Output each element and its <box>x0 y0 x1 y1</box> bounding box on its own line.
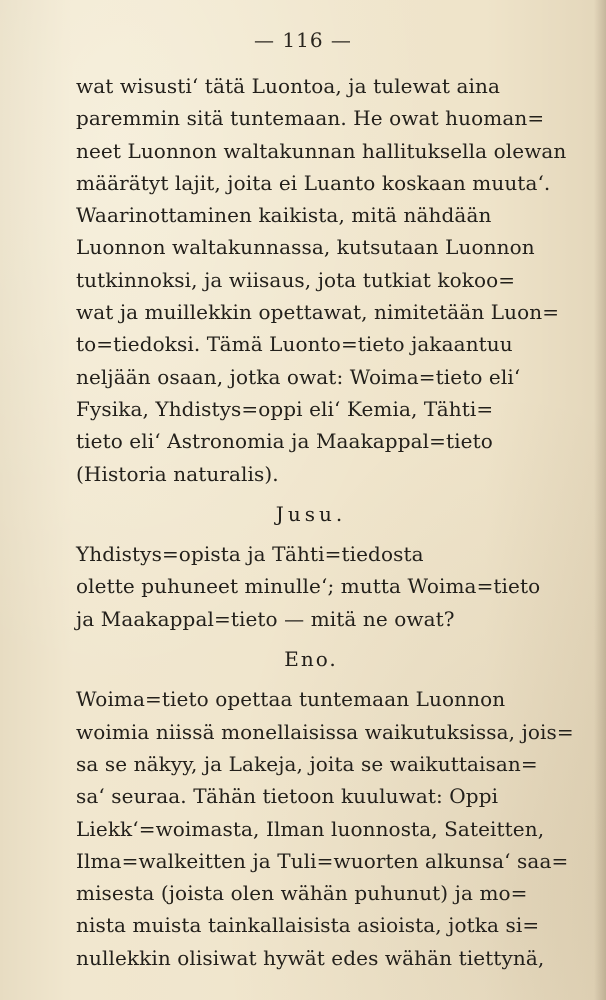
text-line: woimia niissä monellaisissa waikutuksissa, jois= <box>76 719 574 744</box>
text-line: tutkinnoksi, ja wiisaus, jota tutkiat kokoo= <box>76 267 516 292</box>
text-line: Yhdistys=opista ja Tähti=tiedosta <box>76 542 424 567</box>
text-line: wat wisusti‘ tätä Luontoa, ja tulewat aina <box>76 74 500 98</box>
text-line: neljään osaan, jotka owat: Woima=tieto eli‘ <box>76 364 521 389</box>
text-line: nullekkin olisiwat hywät edes wähän tiettynä, <box>76 945 545 970</box>
text-line: Fysika, Yhdistys=oppi eli‘ Kemia, Tähti= <box>76 396 494 421</box>
text-line: to=tiedoksi. Tämä Luonto=tieto jakaantuu <box>76 332 513 357</box>
text-line: sa‘ seuraa. Tähän tietoon kuuluwat: Oppi <box>76 784 499 809</box>
paragraph-gap <box>76 635 546 643</box>
paragraph-gap <box>76 675 546 683</box>
page-body <box>76 70 574 974</box>
text-line: sa se näkyy, ja Lakeja, joita se waikuttaisan= <box>76 751 538 776</box>
text-line: Liekk‘=woimasta, Ilman luonnosta, Sateitten, <box>76 816 545 841</box>
text-line: nista muista tainkallaisista asioista, jotka si= <box>76 913 540 938</box>
text-line: wat ja muillekkin opettawat, nimitetään Luon= <box>76 300 560 325</box>
speaker-heading: Eno. <box>284 647 338 672</box>
page-edge-shadow <box>594 0 606 1000</box>
text-line: Ilma=walkeitten ja Tuli=wuorten alkunsa‘ saa= <box>76 848 569 873</box>
paragraph-3 <box>76 683 574 974</box>
text-line: Woima=tieto opettaa tuntemaan Luonnon <box>76 687 506 712</box>
text-line: ja Maakappal=tieto — mitä ne owat? <box>76 606 455 631</box>
text-line: määrätyt lajit, joita ei Luanto koskaan muuta‘. <box>76 170 551 195</box>
text-line: paremmin sitä tuntemaan. He owat huoman= <box>76 106 545 131</box>
text-line: neet Luonnon waltakunnan hallituksella olewan <box>76 138 567 163</box>
paragraph-1 <box>76 70 567 490</box>
speaker-heading: Jusu. <box>275 501 347 526</box>
paragraph-2 <box>76 538 546 635</box>
paragraph-gap <box>76 530 546 538</box>
page-number: — 116 — <box>254 28 352 52</box>
text-line: (Historia naturalis). <box>76 461 279 486</box>
text-line: Waarinottaminen kaikista, mitä nähdään <box>76 203 492 228</box>
text-line: misesta (joista olen wähän puhunut) ja mo= <box>76 881 528 906</box>
text-line: tieto eli‘ Astronomia ja Maakappal=tieto <box>76 429 493 454</box>
text-line: Luonnon waltakunnassa, kutsutaan Luonnon <box>76 235 535 260</box>
paragraph-gap <box>76 490 546 498</box>
text-line: olette puhuneet minulle‘; mutta Woima=tieto <box>76 574 541 599</box>
